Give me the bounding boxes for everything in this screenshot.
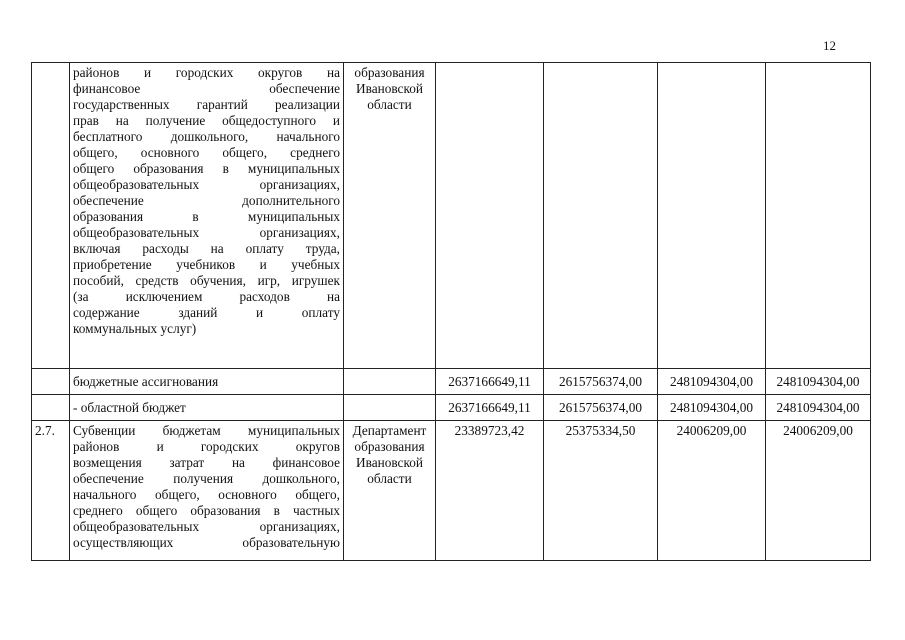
name-line: образования в муниципальных: [73, 209, 340, 224]
value-cell: 2481094304,00: [766, 395, 871, 421]
table-row: [32, 63, 871, 369]
value-cell: 2481094304,00: [658, 395, 766, 421]
value-cell: 2637166649,11: [436, 395, 544, 421]
executor-line: области: [367, 97, 412, 112]
value-cell: [766, 63, 871, 369]
name-line: бесплатного дошкольного, начального: [73, 129, 340, 144]
value-cell: [544, 63, 658, 369]
name-line: (за исключением расходов на: [73, 289, 340, 304]
name-line: общеобразовательных организациях,: [73, 519, 340, 534]
value-cell: 25375334,50: [544, 421, 658, 561]
table-row: [32, 395, 871, 421]
name-line: возмещения затрат на финансовое: [73, 455, 340, 470]
executor-line: области: [367, 471, 412, 486]
row-name-cell: [70, 421, 344, 561]
name-line: районов и городских округов на: [73, 65, 340, 80]
executor-cell: [344, 395, 436, 421]
executor-line: Департамент: [352, 423, 427, 438]
executor-cell: [344, 63, 436, 369]
name-line: включая расходы на оплату труда,: [73, 241, 340, 256]
value-cell: 2615756374,00: [544, 369, 658, 395]
table-row: [32, 369, 871, 395]
row-name-cell: [70, 63, 344, 369]
name-line: приобретение учебников и учебных: [73, 257, 340, 272]
value-cell: 2637166649,11: [436, 369, 544, 395]
row-number-cell: [32, 395, 70, 421]
name-line: обеспечение дополнительного: [73, 193, 340, 208]
name-line: содержание зданий и оплату: [73, 305, 340, 320]
name-line: общего образования в муниципальных: [73, 161, 340, 176]
row-name-cell: бюджетные ассигнования: [70, 369, 344, 395]
table-row: [32, 421, 871, 561]
name-line: общеобразовательных организациях,: [73, 177, 340, 192]
name-line: осуществляющих образовательную: [73, 535, 340, 550]
row-number-cell: 2.7.: [32, 421, 70, 561]
page-number: 12: [823, 38, 836, 53]
value-cell: 2481094304,00: [766, 369, 871, 395]
executor-line: Ивановской: [355, 81, 424, 96]
budget-table: [31, 62, 871, 561]
executor-line: образования: [354, 65, 425, 80]
row-number-cell: [32, 63, 70, 369]
name-line: финансовое обеспечение: [73, 81, 340, 96]
executor-cell: [344, 369, 436, 395]
name-line: среднего общего образования в частных: [73, 503, 340, 518]
value-cell: 2615756374,00: [544, 395, 658, 421]
name-line: Субвенции бюджетам муниципальных: [73, 423, 340, 438]
executor-line: Ивановской: [355, 455, 424, 470]
name-line: коммунальных услуг): [73, 321, 197, 336]
value-cell: 24006209,00: [658, 421, 766, 561]
name-line: начального общего, основного общего,: [73, 487, 340, 502]
name-line: общеобразовательных организациях,: [73, 225, 340, 240]
executor-line: образования: [354, 439, 425, 454]
name-line: прав на получение общедоступного и: [73, 113, 340, 128]
value-cell: 2481094304,00: [658, 369, 766, 395]
name-line: обеспечение получения дошкольного,: [73, 471, 340, 486]
value-cell: 23389723,42: [436, 421, 544, 561]
row-number-cell: [32, 369, 70, 395]
value-cell: [436, 63, 544, 369]
name-line: общего, основного общего, среднего: [73, 145, 340, 160]
value-cell: [658, 63, 766, 369]
row-name-cell: - областной бюджет: [70, 395, 344, 421]
value-cell: 24006209,00: [766, 421, 871, 561]
name-line: государственных гарантий реализации: [73, 97, 340, 112]
name-line: пособий, средств обучения, игр, игрушек: [73, 273, 340, 288]
executor-cell: [344, 421, 436, 561]
name-line: районов и городских округов: [73, 439, 340, 454]
